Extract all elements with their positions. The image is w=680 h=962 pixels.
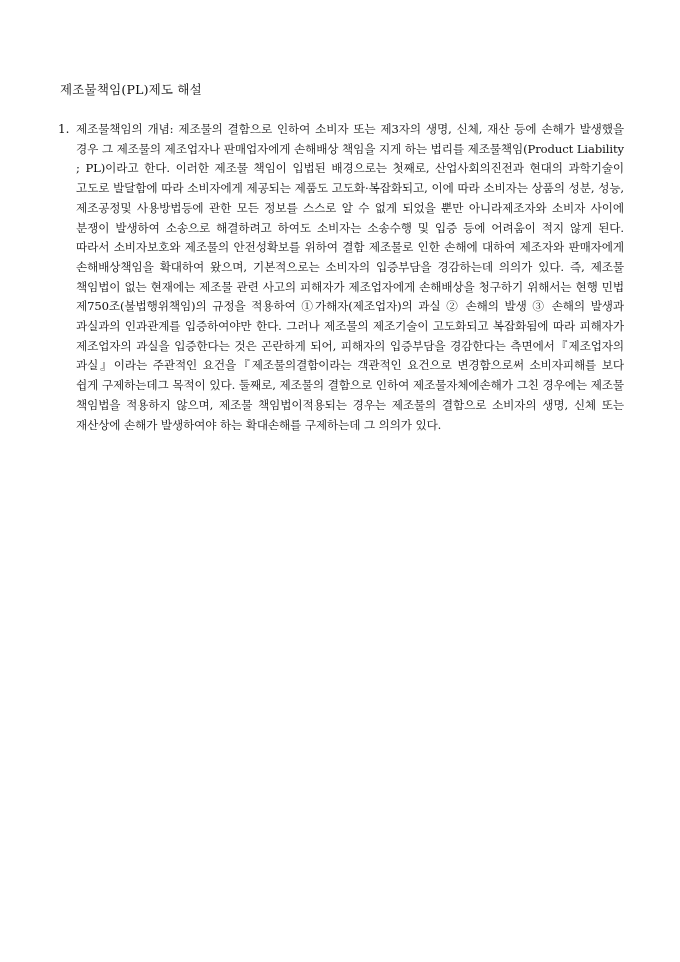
list-item: [58, 120, 624, 435]
list-item-text: 제조물책임의 개념: 제조물의 결함으로 인하여 소비자 또는 제3자의 생명, 신체, 재산 등에 손해가 발생했을 경우 그 제조물의 제조업자나 판매업자에게 손해배상 책임을 지게 하는 법리를 제조물책임(Product Liability ; PL)이라고 한다. 이러한 제조물 책임이 입법된 배경으로는 첫째로, 산업사회의진전과 현대의 과학기술이 고도로 발달함에 따라 소비자에게 제공되는 제품도 고도화·복잡화되고, 이에 따라 소비자는 상품의 성분, 성능, 제조공정및 사용방법등에 관한 모든 정보를 스스로 알 수 없게 되었을 뿐만 아니라제조자와 소비자 사이에 분쟁이 발생하여 소송으로 해결하려고 하여도 소비자는 소송수행 및 입증 등에 어려움이 적지 않게 된다. 따라서 소비자보호와 제조물의 안전성확보를 위하여 결함 제조물로 인한 손해에 대하여 제조자와 판매자에게 손해배상책임을 확대하여 왔으며, 기본적으로는 소비자의 입증부담을 경감하는데 의의가 있다. 즉, 제조물 책임법이 없는 현재에는 제조물 관련 사고의 피해자가 제조업자에게 손해배상을 청구하기 위해서는 현행 민법 제750조(불법행위책임)의 규정을 적용하여 ①가해자(제조업자)의 과실 ② 손해의 발생 ③ 손해의 발생과 과실과의 인과관계를 입증하여야만 한다. 그러나 제조물의 제조기술이 고도화되고 복잡화됨에 따라 피해자가 제조업자의 과실을 입증한다는 것은 곤란하게 되어, 피해자의 입증부담을 경감한다는 측면에서『제조업자의 과실』이라는 주관적인 요건을『제조물의결함이라는 객관적인 요건으로 변경함으로써 소비자피해를 보다 쉽게 구제하는데그 목적이 있다. 둘째로, 제조물의 결함으로 인하여 제조물자체에손해가 그친 경우에는 제조물 책임법을 적용하지 않으며, 제조물 책임법이적용되는 경우는 제조물의 결함으로 소비자의 생명, 신체 또는 재산상에 손해가 발생하여야 하는 확대손해를 구제하는데 그 의의가 있다.: [76, 122, 624, 432]
document-title: 제조물책임(PL)제도 해설: [60, 82, 202, 97]
list-item-number: 1.: [58, 122, 70, 136]
